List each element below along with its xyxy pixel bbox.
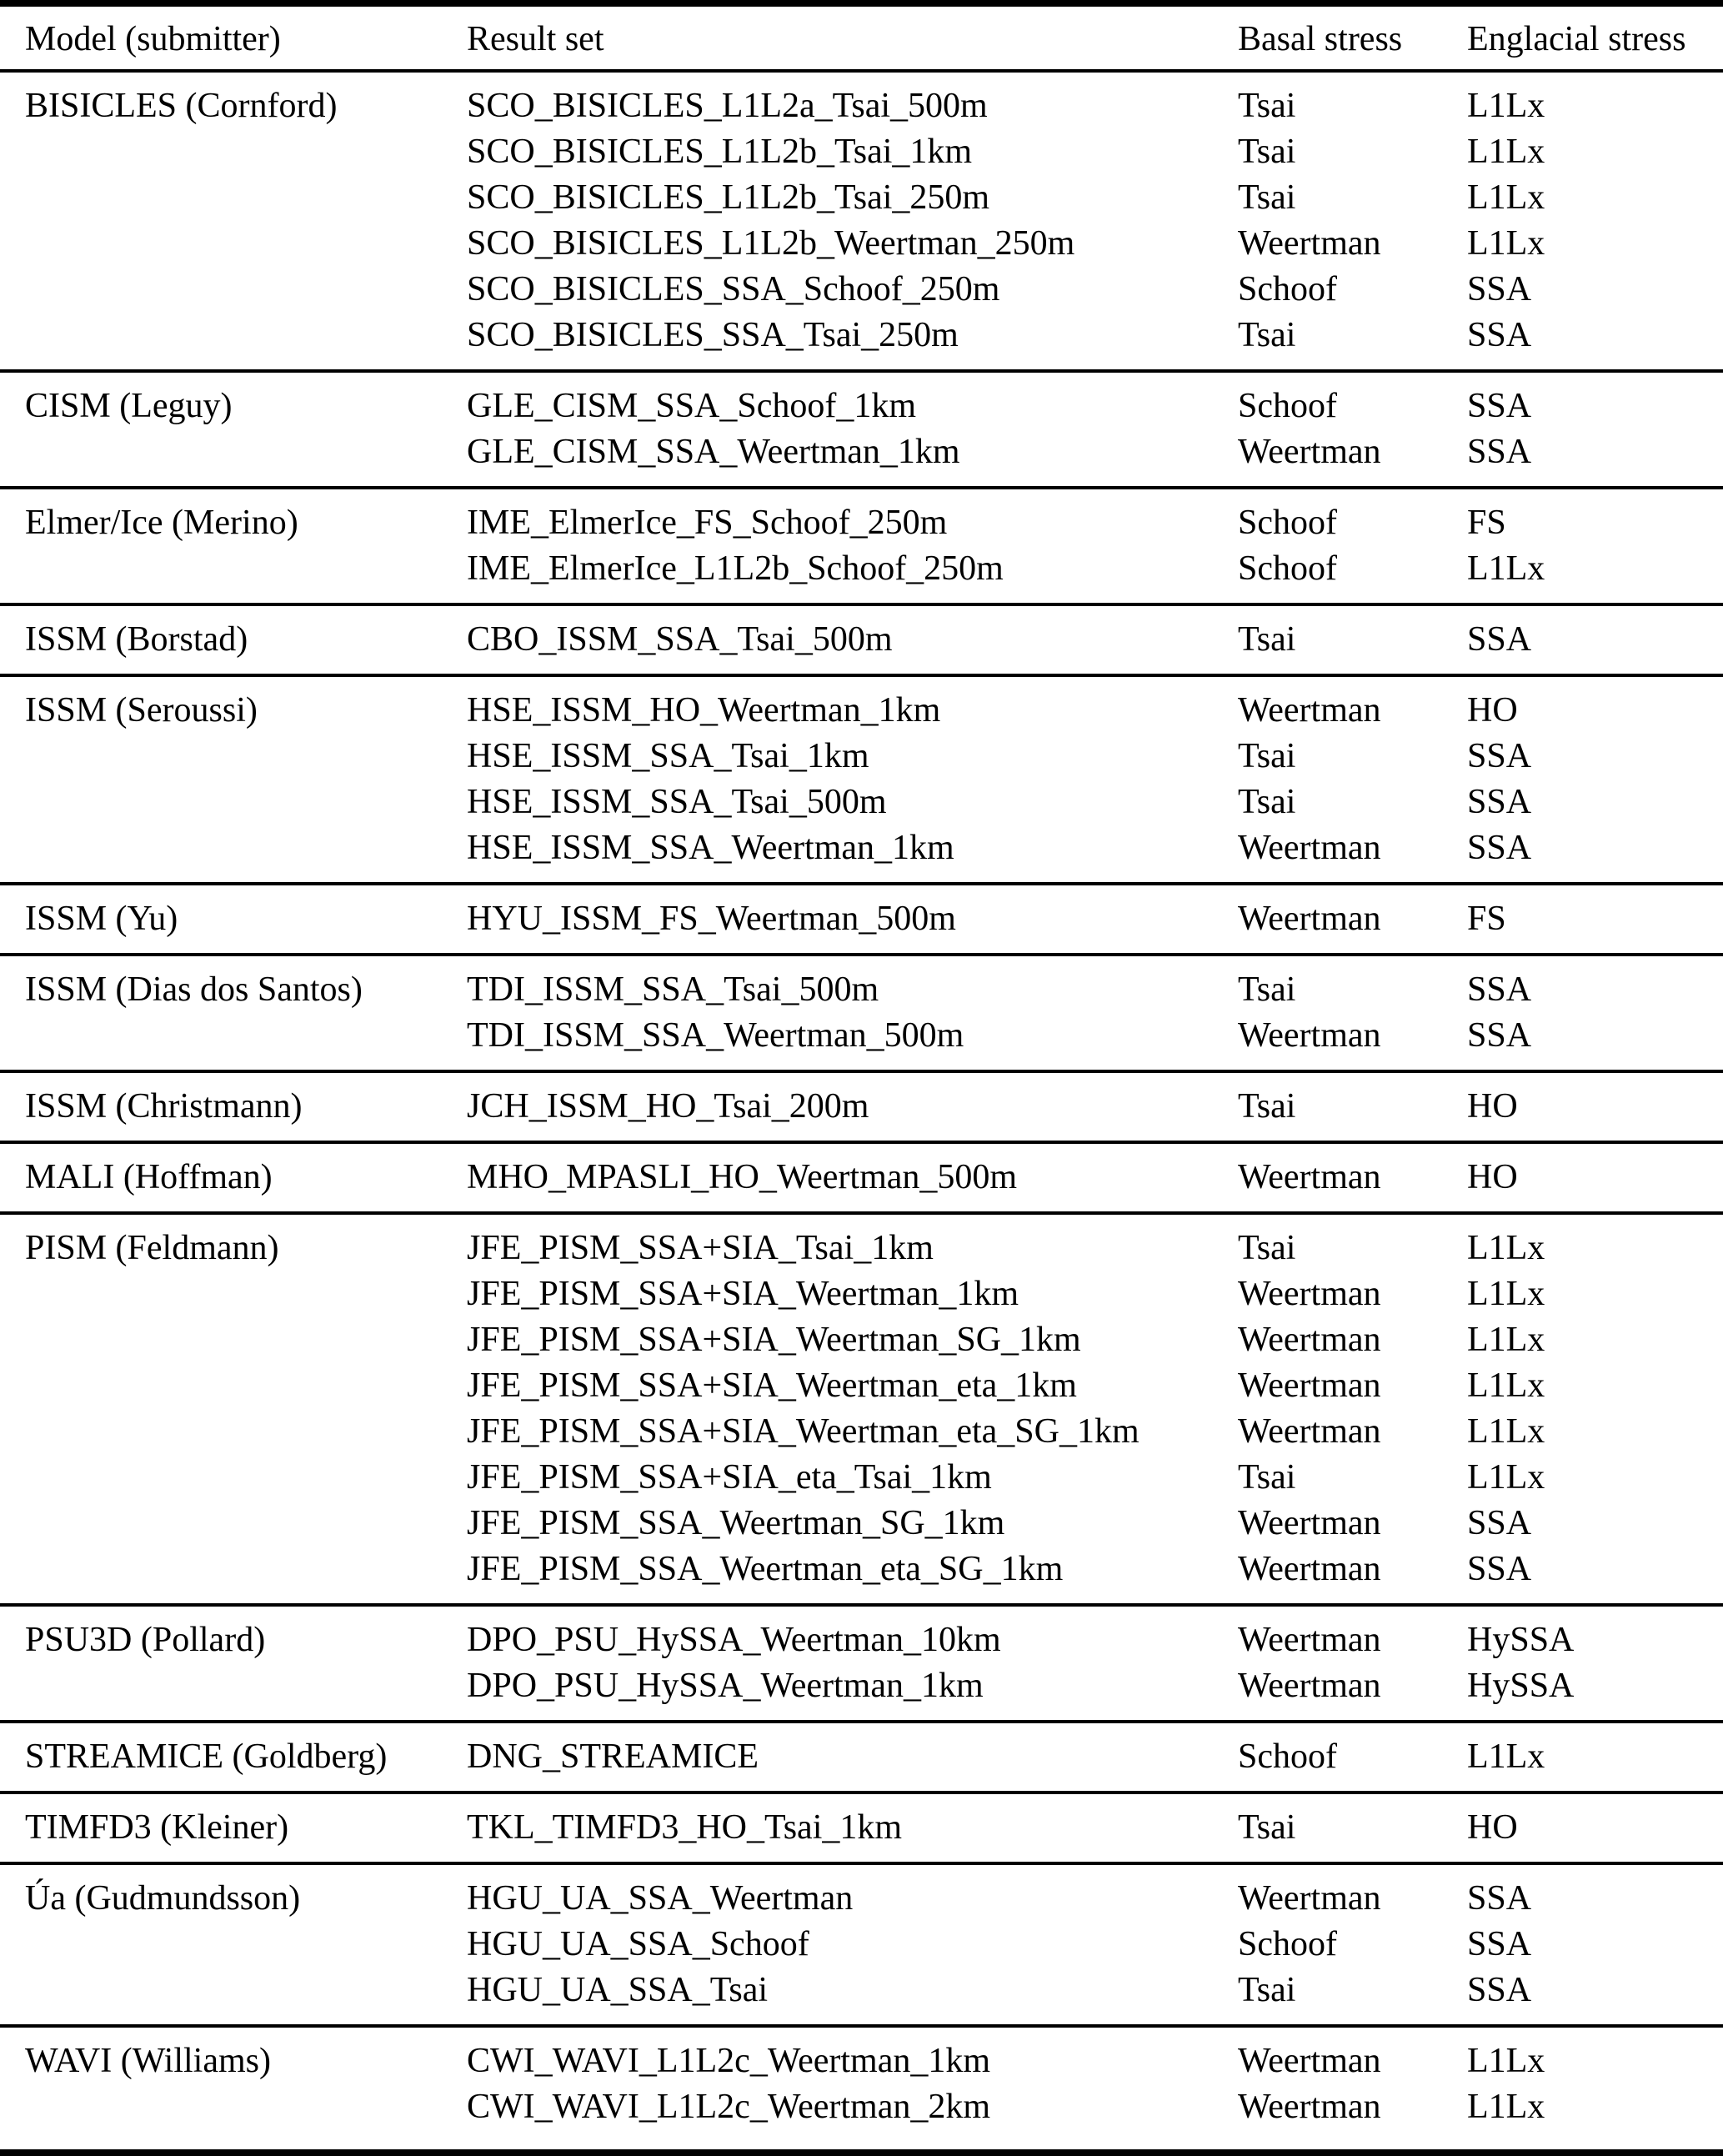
result-set-cell: JCH_ISSM_HO_Tsai_200m	[467, 1087, 869, 1126]
result-set-cell: GLE_CISM_SSA_Weertman_1km	[467, 433, 960, 471]
model-cell: STREAMICE (Goldberg)	[25, 1737, 388, 1776]
result-set-cell: JFE_PISM_SSA+SIA_Weertman_eta_SG_1km	[467, 1412, 1139, 1451]
result-set-cell: HSE_ISSM_SSA_Tsai_500m	[467, 783, 887, 821]
table-row	[25, 617, 1698, 663]
result-set-cell: HSE_ISSM_SSA_Tsai_1km	[467, 737, 869, 775]
section-wavi-williams	[0, 2028, 1723, 2149]
table-row	[25, 221, 1698, 267]
model-cell-empty	[25, 1317, 467, 1363]
table-header-row	[0, 7, 1723, 73]
englacial-stress-cell: L1Lx	[1467, 1321, 1545, 1359]
table-row	[25, 1663, 1698, 1709]
section-issm-borstad	[0, 606, 1723, 677]
result-set-cell: MHO_MPASLI_HO_Weertman_500m	[467, 1158, 1018, 1196]
basal-stress-cell: Tsai	[1238, 178, 1296, 217]
table-row	[25, 129, 1698, 175]
model-cell-empty	[25, 313, 467, 358]
model-cell: PISM (Feldmann)	[25, 1229, 279, 1267]
englacial-stress-cell: SSA	[1467, 783, 1532, 821]
table-row	[25, 429, 1698, 475]
basal-stress-cell: Schoof	[1238, 387, 1337, 425]
result-set-cell: SCO_BISICLES_L1L2b_Weertman_250m	[467, 224, 1075, 263]
basal-stress-cell: Tsai	[1238, 620, 1296, 659]
result-set-cell: HGU_UA_SSA_Schoof	[467, 1925, 809, 1963]
basal-stress-cell: Schoof	[1238, 1737, 1337, 1776]
result-set-cell: CBO_ISSM_SSA_Tsai_500m	[467, 620, 893, 659]
englacial-stress-cell: HO	[1467, 1087, 1518, 1126]
table-row	[25, 2084, 1698, 2130]
result-set-cell: JFE_PISM_SSA+SIA_Weertman_eta_1km	[467, 1366, 1077, 1405]
basal-stress-cell: Weertman	[1238, 900, 1381, 938]
englacial-stress-cell: HO	[1467, 1158, 1518, 1196]
table-row	[25, 1363, 1698, 1409]
result-set-cell: GLE_CISM_SSA_Schoof_1km	[467, 387, 917, 425]
basal-stress-cell: Weertman	[1238, 1550, 1381, 1588]
result-set-cell: TDI_ISSM_SSA_Tsai_500m	[467, 970, 879, 1009]
englacial-stress-cell: L1Lx	[1467, 1412, 1545, 1451]
section-timfd3-kleiner	[0, 1794, 1723, 1865]
basal-stress-cell: Weertman	[1238, 2088, 1381, 2126]
table-row	[25, 1271, 1698, 1317]
result-set-cell: SCO_BISICLES_SSA_Tsai_250m	[467, 316, 959, 354]
column-header-model: Model (submitter)	[25, 20, 281, 58]
englacial-stress-cell: SSA	[1467, 737, 1532, 775]
basal-stress-cell: Tsai	[1238, 783, 1296, 821]
section-issm-yu	[0, 885, 1723, 956]
basal-stress-cell: Weertman	[1238, 691, 1381, 730]
englacial-stress-cell: SSA	[1467, 270, 1532, 308]
table-row	[25, 1876, 1698, 1922]
result-set-cell: IME_ElmerIce_L1L2b_Schoof_250m	[467, 549, 1004, 588]
basal-stress-cell: Weertman	[1238, 1667, 1381, 1705]
model-cell: ISSM (Yu)	[25, 900, 178, 938]
table-row	[25, 1155, 1698, 1201]
table-row	[25, 1805, 1698, 1851]
result-set-cell: HYU_ISSM_FS_Weertman_500m	[467, 900, 956, 938]
column-header-basal-stress: Basal stress	[1238, 20, 1403, 58]
table-row	[25, 313, 1698, 358]
result-set-cell: IME_ElmerIce_FS_Schoof_250m	[467, 504, 948, 542]
basal-stress-cell: Tsai	[1238, 316, 1296, 354]
table-row	[25, 1455, 1698, 1501]
englacial-stress-cell: HO	[1467, 1808, 1518, 1847]
basal-stress-cell: Tsai	[1238, 737, 1296, 775]
model-cell: Úa (Gudmundsson)	[25, 1879, 301, 1918]
englacial-stress-cell: SSA	[1467, 1016, 1532, 1055]
basal-stress-cell: Schoof	[1238, 270, 1337, 308]
section-psu3d-pollard	[0, 1607, 1723, 1723]
model-cell: WAVI (Williams)	[25, 2042, 271, 2080]
section-mali-hoffman	[0, 1144, 1723, 1215]
basal-stress-cell: Tsai	[1238, 1229, 1296, 1267]
basal-stress-cell: Weertman	[1238, 1412, 1381, 1451]
basal-stress-cell: Tsai	[1238, 133, 1296, 171]
basal-stress-cell: Weertman	[1238, 1016, 1381, 1055]
basal-stress-cell: Weertman	[1238, 433, 1381, 471]
model-cell: TIMFD3 (Kleiner)	[25, 1808, 289, 1847]
result-set-cell: SCO_BISICLES_L1L2b_Tsai_250m	[467, 178, 990, 217]
englacial-stress-cell: SSA	[1467, 829, 1532, 867]
model-cell-empty	[25, 175, 467, 221]
model-cell-empty	[25, 2084, 467, 2130]
englacial-stress-cell: L1Lx	[1467, 1229, 1545, 1267]
table-row	[25, 734, 1698, 780]
result-set-cell: TKL_TIMFD3_HO_Tsai_1km	[467, 1808, 903, 1847]
result-set-cell: HSE_ISSM_HO_Weertman_1km	[467, 691, 941, 730]
model-cell: CISM (Leguy)	[25, 387, 233, 425]
model-cell: ISSM (Seroussi)	[25, 691, 258, 730]
basal-stress-cell: Tsai	[1238, 1458, 1296, 1497]
englacial-stress-cell: L1Lx	[1467, 2088, 1545, 2126]
basal-stress-cell: Weertman	[1238, 829, 1381, 867]
result-set-cell: CWI_WAVI_L1L2c_Weertman_1km	[467, 2042, 991, 2080]
result-set-cell: SCO_BISICLES_L1L2b_Tsai_1km	[467, 133, 973, 171]
model-cell: PSU3D (Pollard)	[25, 1621, 266, 1659]
englacial-stress-cell: SSA	[1467, 316, 1532, 354]
englacial-stress-cell: HO	[1467, 691, 1518, 730]
section-elmerice-merino	[0, 489, 1723, 606]
englacial-stress-cell: L1Lx	[1467, 178, 1545, 217]
englacial-stress-cell: SSA	[1467, 1504, 1532, 1542]
section-streamice-goldberg	[0, 1723, 1723, 1794]
table-row	[25, 1501, 1698, 1547]
model-cell: ISSM (Christmann)	[25, 1087, 303, 1126]
section-issm-dias-dos-santos	[0, 956, 1723, 1073]
table-row	[25, 83, 1698, 129]
model-cell-empty	[25, 825, 467, 871]
basal-stress-cell: Schoof	[1238, 504, 1337, 542]
englacial-stress-cell: SSA	[1467, 620, 1532, 659]
model-cell-empty	[25, 1271, 467, 1317]
englacial-stress-cell: L1Lx	[1467, 87, 1545, 125]
table-row	[25, 384, 1698, 429]
top-rule	[0, 0, 1723, 7]
table-row	[25, 1317, 1698, 1363]
table-row	[25, 1922, 1698, 1968]
englacial-stress-cell: L1Lx	[1467, 133, 1545, 171]
model-cell-empty	[25, 780, 467, 825]
englacial-stress-cell: L1Lx	[1467, 1275, 1545, 1313]
model-cell-empty	[25, 1922, 467, 1968]
result-set-cell: HSE_ISSM_SSA_Weertman_1km	[467, 829, 954, 867]
basal-stress-cell: Schoof	[1238, 549, 1337, 588]
section-ua-gudmundsson	[0, 1865, 1723, 2028]
englacial-stress-cell: SSA	[1467, 1971, 1532, 2009]
englacial-stress-cell: SSA	[1467, 1925, 1532, 1963]
englacial-stress-cell: L1Lx	[1467, 1366, 1545, 1405]
result-set-cell: TDI_ISSM_SSA_Weertman_500m	[467, 1016, 964, 1055]
basal-stress-cell: Weertman	[1238, 1158, 1381, 1196]
model-cell-empty	[25, 1501, 467, 1547]
englacial-stress-cell: HySSA	[1467, 1621, 1575, 1659]
table-row	[25, 780, 1698, 825]
model-cell-empty	[25, 1363, 467, 1409]
table-row	[25, 267, 1698, 313]
result-set-cell: HGU_UA_SSA_Weertman	[467, 1879, 854, 1918]
column-header-result-set: Result set	[467, 20, 604, 58]
model-cell: Elmer/Ice (Merino)	[25, 504, 298, 542]
section-issm-seroussi	[0, 677, 1723, 885]
section-issm-christmann	[0, 1073, 1723, 1144]
englacial-stress-cell: SSA	[1467, 1879, 1532, 1918]
result-set-cell: JFE_PISM_SSA_Weertman_SG_1km	[467, 1504, 1005, 1542]
model-cell-empty	[25, 1409, 467, 1455]
basal-stress-cell: Weertman	[1238, 1621, 1381, 1659]
model-cell: MALI (Hoffman)	[25, 1158, 273, 1196]
section-cism-leguy	[0, 373, 1723, 489]
basal-stress-cell: Tsai	[1238, 87, 1296, 125]
model-cell-empty	[25, 1547, 467, 1592]
table-row	[25, 1968, 1698, 2013]
result-set-cell: JFE_PISM_SSA+SIA_Tsai_1km	[467, 1229, 934, 1267]
table-row	[25, 546, 1698, 592]
result-set-cell: DPO_PSU_HySSA_Weertman_1km	[467, 1667, 984, 1705]
table-row	[25, 688, 1698, 734]
result-set-cell: JFE_PISM_SSA+SIA_eta_Tsai_1km	[467, 1458, 992, 1497]
basal-stress-cell: Weertman	[1238, 1504, 1381, 1542]
model-cell: BISICLES (Cornford)	[25, 87, 338, 125]
basal-stress-cell: Weertman	[1238, 1321, 1381, 1359]
table-row	[25, 1547, 1698, 1592]
section-pism-feldmann	[0, 1215, 1723, 1607]
model-cell-empty	[25, 129, 467, 175]
table-row	[25, 1734, 1698, 1780]
model-cell-empty	[25, 546, 467, 592]
column-header-englacial-stress: Englacial stress	[1467, 20, 1686, 58]
table-row	[25, 2038, 1698, 2084]
model-cell-empty	[25, 267, 467, 313]
table-row	[25, 175, 1698, 221]
result-set-cell: CWI_WAVI_L1L2c_Weertman_2km	[467, 2088, 991, 2126]
model-cell-empty	[25, 221, 467, 267]
table-row	[25, 500, 1698, 546]
englacial-stress-cell: SSA	[1467, 970, 1532, 1009]
result-set-cell: JFE_PISM_SSA+SIA_Weertman_SG_1km	[467, 1321, 1081, 1359]
basal-stress-cell: Weertman	[1238, 1275, 1381, 1313]
basal-stress-cell: Weertman	[1238, 1879, 1381, 1918]
englacial-stress-cell: FS	[1467, 900, 1506, 938]
table-row	[25, 1013, 1698, 1059]
model-cell-empty	[25, 429, 467, 475]
englacial-stress-cell: FS	[1467, 504, 1506, 542]
englacial-stress-cell: SSA	[1467, 1550, 1532, 1588]
result-set-cell: DNG_STREAMICE	[467, 1737, 759, 1776]
result-set-cell: JFE_PISM_SSA+SIA_Weertman_1km	[467, 1275, 1019, 1313]
basal-stress-cell: Schoof	[1238, 1925, 1337, 1963]
table-row	[25, 967, 1698, 1013]
basal-stress-cell: Weertman	[1238, 2042, 1381, 2080]
basal-stress-cell: Tsai	[1238, 1087, 1296, 1126]
englacial-stress-cell: L1Lx	[1467, 1458, 1545, 1497]
table-row	[25, 1226, 1698, 1271]
basal-stress-cell: Weertman	[1238, 1366, 1381, 1405]
table-row	[25, 896, 1698, 942]
result-set-cell: SCO_BISICLES_SSA_Schoof_250m	[467, 270, 1000, 308]
englacial-stress-cell: L1Lx	[1467, 1737, 1545, 1776]
section-bisicles-cornford	[0, 73, 1723, 373]
englacial-stress-cell: L1Lx	[1467, 549, 1545, 588]
result-set-cell: HGU_UA_SSA_Tsai	[467, 1971, 769, 2009]
result-set-cell: SCO_BISICLES_L1L2a_Tsai_500m	[467, 87, 988, 125]
result-set-cell: JFE_PISM_SSA_Weertman_eta_SG_1km	[467, 1550, 1064, 1588]
englacial-stress-cell: SSA	[1467, 433, 1532, 471]
basal-stress-cell: Tsai	[1238, 1808, 1296, 1847]
table-row	[25, 1409, 1698, 1455]
table-row	[25, 825, 1698, 871]
table-row	[25, 1617, 1698, 1663]
model-cell: ISSM (Borstad)	[25, 620, 248, 659]
bottom-rule	[0, 2149, 1723, 2156]
result-set-cell: DPO_PSU_HySSA_Weertman_10km	[467, 1621, 1001, 1659]
englacial-stress-cell: SSA	[1467, 387, 1532, 425]
model-cell-empty	[25, 1663, 467, 1709]
englacial-stress-cell: HySSA	[1467, 1667, 1575, 1705]
basal-stress-cell: Tsai	[1238, 970, 1296, 1009]
model-cell-empty	[25, 734, 467, 780]
model-cell-empty	[25, 1013, 467, 1059]
basal-stress-cell: Weertman	[1238, 224, 1381, 263]
table-row	[25, 1084, 1698, 1130]
model-cell: ISSM (Dias dos Santos)	[25, 970, 363, 1009]
englacial-stress-cell: L1Lx	[1467, 224, 1545, 263]
model-cell-empty	[25, 1968, 467, 2013]
model-cell-empty	[25, 1455, 467, 1501]
englacial-stress-cell: L1Lx	[1467, 2042, 1545, 2080]
basal-stress-cell: Tsai	[1238, 1971, 1296, 2009]
